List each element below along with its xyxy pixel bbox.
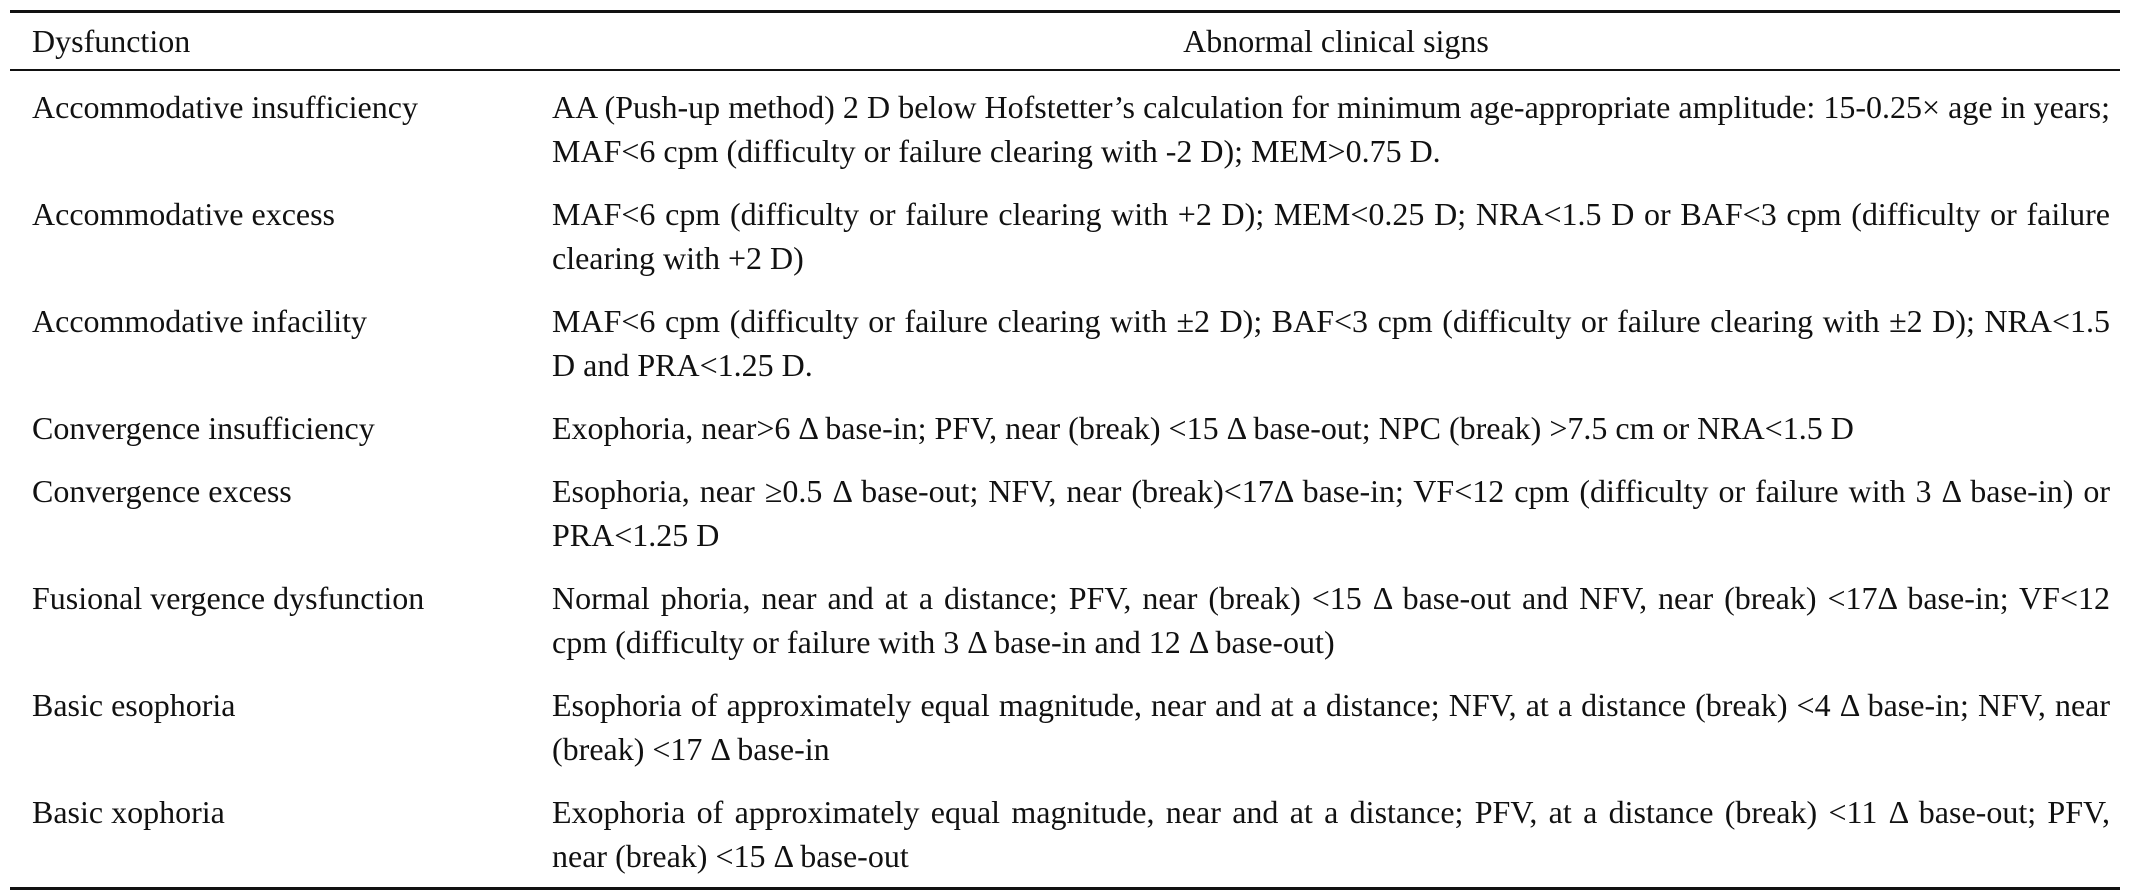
dysfunction-table-container (10, 10, 2120, 890)
table-row (10, 566, 2120, 673)
signs-cell: Esophoria, near ≥0.5 Δ base-out; NFV, near (break)<17Δ base-in; VF<12 cpm (difficulty or failure with 3 Δ base-in) or PRA<1.25 D (552, 473, 2110, 553)
table-row (10, 289, 2120, 396)
table-row (10, 780, 2120, 889)
header-dysfunction: Dysfunction (32, 23, 191, 59)
dysfunction-cell: Accommodative infacility (32, 303, 367, 339)
table-row (10, 70, 2120, 182)
signs-cell: AA (Push-up method) 2 D below Hofstetter’s calculation for minimum age-appropriate amplitude: 15-0.25× age in years; MAF<6 cpm (difficulty or failure clearing with -2 D); MEM>0.75 D. (552, 89, 2110, 169)
dysfunction-cell: Fusional vergence dysfunction (32, 580, 425, 616)
signs-cell: Esophoria of approximately equal magnitude, near and at a distance; NFV, at a distance (break) <4 Δ base-in; NFV, near (break) <17 Δ base-in (552, 687, 2110, 767)
dysfunction-cell: Basic esophoria (32, 687, 236, 723)
dysfunction-cell: Accommodative excess (32, 196, 335, 232)
table-row (10, 673, 2120, 780)
table-body (10, 70, 2120, 889)
signs-cell: MAF<6 cpm (difficulty or failure clearing with +2 D); MEM<0.25 D; NRA<1.5 D or BAF<3 cpm (difficulty or failure clearing with +2 D) (552, 196, 2110, 276)
dysfunction-table (10, 10, 2120, 890)
signs-cell: Exophoria of approximately equal magnitude, near and at a distance; PFV, at a distance (break) <11 Δ base-out; PFV, near (break) <15 Δ base-out (552, 794, 2110, 874)
dysfunction-cell: Accommodative insufficiency (32, 89, 418, 125)
signs-cell: MAF<6 cpm (difficulty or failure clearing with ±2 D); BAF<3 cpm (difficulty or failure clearing with ±2 D); NRA<1.5 D and PRA<1.25 D. (552, 303, 2110, 383)
signs-cell: Normal phoria, near and at a distance; PFV, near (break) <15 Δ base-out and NFV, near (break) <17Δ base-in; VF<12 cpm (difficulty or failure with 3 Δ base-in and 12 Δ base-out) (552, 580, 2110, 660)
table-row (10, 396, 2120, 459)
table-row (10, 459, 2120, 566)
dysfunction-cell: Convergence excess (32, 473, 292, 509)
header-row (10, 12, 2120, 71)
signs-cell: Exophoria, near>6 Δ base-in; PFV, near (break) <15 Δ base-out; NPC (break) >7.5 cm or NRA<1.5 D (552, 410, 1854, 446)
dysfunction-cell: Convergence insufficiency (32, 410, 375, 446)
table-header (10, 12, 2120, 71)
dysfunction-cell: Basic xophoria (32, 794, 225, 830)
header-abnormal-clinical-signs: Abnormal clinical signs (1183, 23, 1489, 59)
table-row (10, 182, 2120, 289)
